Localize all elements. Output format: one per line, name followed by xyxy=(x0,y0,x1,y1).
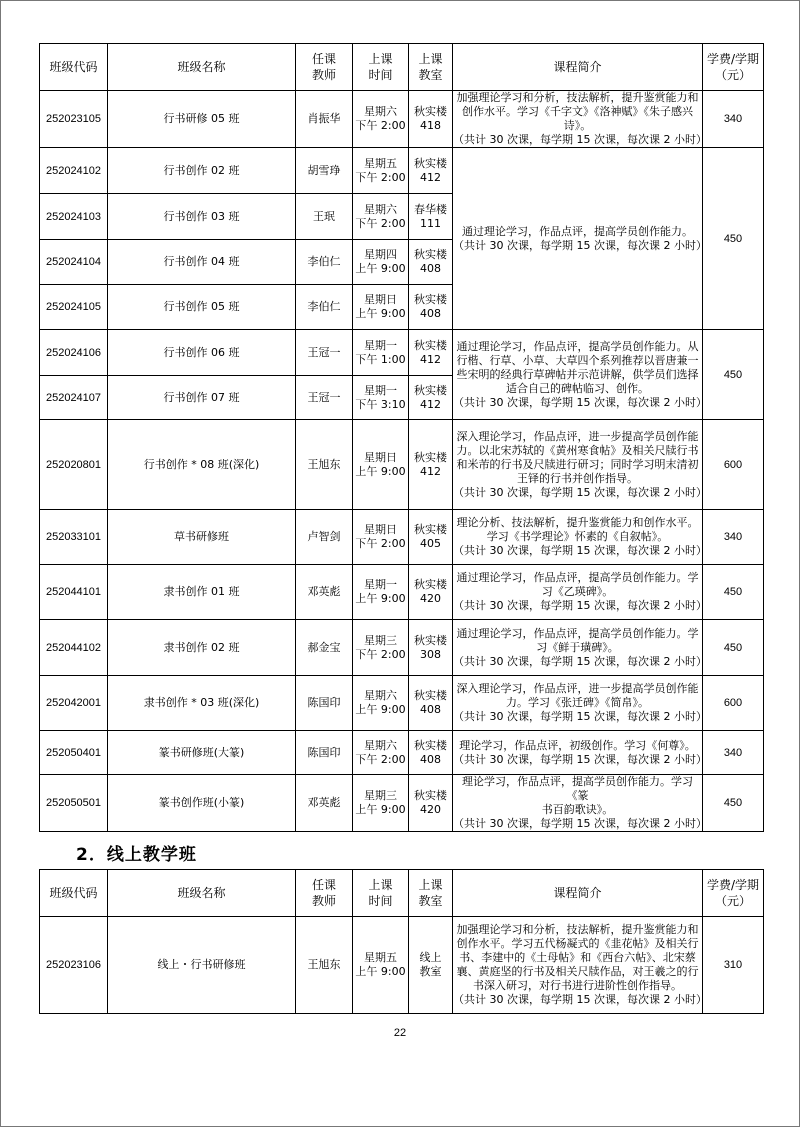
time-cell xyxy=(353,620,409,676)
text-line: 408 xyxy=(420,307,441,320)
table-row xyxy=(40,731,764,775)
text-line: 秋实楼 xyxy=(414,633,447,647)
table-header-row xyxy=(40,44,764,91)
text-line: 星期六 xyxy=(364,105,397,118)
text-line: 适合自己的碑帖临习、创作。 xyxy=(506,381,649,395)
text-line: 星期日 xyxy=(364,523,397,536)
teacher-cell: 胡雪琤 xyxy=(296,148,353,194)
course-description-cell xyxy=(453,917,707,1014)
time-cell xyxy=(353,91,409,148)
course-description-cell xyxy=(453,565,707,620)
time-cell xyxy=(353,420,409,510)
table-row xyxy=(40,775,764,832)
table-row xyxy=(40,676,764,731)
text-line: 通过理论学习，作品点评，提高学员创作能力。 xyxy=(462,224,693,238)
fee-cell: 450 xyxy=(703,565,764,620)
text-line: 下午 2:00 xyxy=(355,119,406,132)
text-line: 线上 xyxy=(419,951,442,964)
room-cell xyxy=(409,240,453,285)
course-description-cell xyxy=(453,420,707,510)
room-cell xyxy=(409,676,453,731)
class-code-cell: 252024105 xyxy=(40,285,108,330)
text-line: 秋实楼 xyxy=(414,738,447,752)
class-name-cell: 行书研修 05 班 xyxy=(108,91,296,148)
text-line: 学习《书学理论》怀素的《自叙帖》。 xyxy=(486,530,669,543)
time-cell xyxy=(353,565,409,620)
teacher-cell: 王珉 xyxy=(296,194,353,240)
text-line: 412 xyxy=(420,352,441,366)
text-line: 星期六 xyxy=(364,202,397,216)
text-line: 行楷、行草、小草、大草四个系列推荐以晋唐兼一 xyxy=(456,353,699,367)
text-line: 上午 9:00 xyxy=(355,803,406,816)
teacher-cell: 王冠一 xyxy=(296,330,353,376)
fee-cell: 450 xyxy=(703,620,764,676)
teacher-cell: 陈国印 xyxy=(296,676,353,731)
room-cell xyxy=(409,775,453,832)
teacher-cell: 李伯仁 xyxy=(296,285,353,330)
page-number: 22 xyxy=(393,1027,407,1039)
text-line: 加强理论学习和分析，技法解析，提升鉴赏能力和 xyxy=(456,923,699,936)
header-teacher: 任课 教师 xyxy=(296,870,353,917)
text-line: （共计 30 次课，每学期 15 次课，每次课 2 小时） xyxy=(453,654,707,668)
text-line: （共计 30 次课，每学期 15 次课，每次课 2 小时） xyxy=(453,395,707,409)
class-name-cell: 隶书创作 * 03 班(深化) xyxy=(108,676,296,731)
text-line: 秋实楼 xyxy=(414,156,447,170)
text-line: 420 xyxy=(420,803,441,816)
header-desc: 课程简介 xyxy=(453,870,703,917)
class-name-cell: 行书创作 05 班 xyxy=(108,285,296,330)
text-line: 412 xyxy=(420,170,441,184)
text-line: 创作水平。学习《千字文》《洛神赋》《朱子感兴诗》。 xyxy=(462,105,693,132)
text-line: 上午 9:00 xyxy=(355,592,406,605)
teacher-cell: 王旭东 xyxy=(296,420,353,510)
text-line: 星期六 xyxy=(364,738,397,752)
header-time: 上课 时间 xyxy=(353,44,409,91)
fee-cell: 340 xyxy=(703,510,764,565)
time-cell xyxy=(353,148,409,194)
text-line: 通过理论学习，作品点评，提高学员创作能力。从 xyxy=(456,339,699,353)
text-line: 408 xyxy=(420,703,441,716)
room-cell xyxy=(409,420,453,510)
table-row xyxy=(40,510,764,565)
text-line: 412 xyxy=(420,464,441,478)
teacher-cell: 王旭东 xyxy=(296,917,353,1014)
text-line: 秋实楼 xyxy=(414,450,447,464)
time-cell xyxy=(353,285,409,330)
fee-cell: 450 xyxy=(703,775,764,832)
course-description-cell xyxy=(453,676,707,731)
header-room: 上课 教室 xyxy=(409,870,453,917)
teacher-cell: 郝金宝 xyxy=(296,620,353,676)
class-code-cell: 252024104 xyxy=(40,240,108,285)
text-line: 412 xyxy=(420,397,441,411)
online-course-table xyxy=(39,869,764,1014)
header-time: 上课 时间 xyxy=(353,870,409,917)
text-line: （共计 30 次课，每学期 15 次课，每次课 2 小时） xyxy=(453,133,707,146)
text-line: 星期日 xyxy=(364,450,397,464)
class-code-cell: 252024102 xyxy=(40,148,108,194)
fee-cell: 310 xyxy=(703,917,764,1014)
course-description-cell xyxy=(453,91,707,148)
room-cell xyxy=(409,148,453,194)
course-description-cell xyxy=(453,731,707,775)
class-code-cell: 252050501 xyxy=(40,775,108,832)
class-name-cell: 隶书创作 02 班 xyxy=(108,620,296,676)
text-line: 星期一 xyxy=(364,383,397,397)
text-line: （共计 30 次课，每学期 15 次课，每次课 2 小时） xyxy=(453,544,707,557)
text-line: 下午 3:10 xyxy=(355,397,406,411)
course-description-cell xyxy=(453,148,707,330)
class-code-cell: 252023106 xyxy=(40,917,108,1014)
course-description-cell xyxy=(453,775,707,832)
header-code: 班级代码 xyxy=(40,870,108,917)
class-code-cell: 252042001 xyxy=(40,676,108,731)
class-name-cell: 隶书创作 01 班 xyxy=(108,565,296,620)
text-line: （共计 30 次课，每学期 15 次课，每次课 2 小时） xyxy=(453,238,707,252)
text-line: 深入理论学习，作品点评，进一步提高学员创作能 xyxy=(456,429,699,443)
room-cell xyxy=(409,620,453,676)
room-cell xyxy=(409,91,453,148)
time-cell xyxy=(353,330,409,376)
fee-cell: 600 xyxy=(703,420,764,510)
fee-cell: 450 xyxy=(703,330,764,420)
text-line: 408 xyxy=(420,752,441,766)
text-line: 理论分析、技法解析，提升鉴赏能力和创作水平。 xyxy=(456,516,699,529)
fee-cell: 340 xyxy=(703,731,764,775)
class-name-cell: 行书创作 * 08 班(深化) xyxy=(108,420,296,510)
teacher-cell: 卢智剑 xyxy=(296,510,353,565)
text-line: 308 xyxy=(420,647,441,661)
text-line: （共计 30 次课，每学期 15 次课，每次课 2 小时） xyxy=(453,485,707,499)
text-line: 下午 2:00 xyxy=(355,752,406,766)
table-row xyxy=(40,330,764,376)
text-line: 下午 2:00 xyxy=(355,537,406,550)
class-name-cell: 行书创作 04 班 xyxy=(108,240,296,285)
text-line: 星期五 xyxy=(364,156,397,170)
class-code-cell: 252024107 xyxy=(40,376,108,420)
text-line: 上午 9:00 xyxy=(355,464,406,478)
text-line: 星期一 xyxy=(364,578,397,591)
text-line: 星期三 xyxy=(364,789,397,802)
section-title-online: 2．线上教学班 xyxy=(76,845,197,865)
class-name-cell: 草书研修班 xyxy=(108,510,296,565)
class-name-cell: 行书创作 07 班 xyxy=(108,376,296,420)
time-cell xyxy=(353,376,409,420)
table-row xyxy=(40,91,764,148)
class-code-cell: 252044101 xyxy=(40,565,108,620)
text-line: 秋实楼 xyxy=(414,523,447,536)
text-line: 上午 9:00 xyxy=(355,965,406,978)
class-name-cell: 行书创作 03 班 xyxy=(108,194,296,240)
text-line: 星期日 xyxy=(364,293,397,306)
header-code: 班级代码 xyxy=(40,44,108,91)
room-cell xyxy=(409,330,453,376)
text-line: 王铎的行书并创作指导。 xyxy=(517,471,638,485)
time-cell xyxy=(353,775,409,832)
text-line: （共计 30 次课，每学期 15 次课，每次课 2 小时） xyxy=(453,599,707,612)
table-row xyxy=(40,917,764,1014)
time-cell xyxy=(353,240,409,285)
text-line: 下午 1:00 xyxy=(355,352,406,366)
text-line: 秋实楼 xyxy=(414,293,447,306)
text-line: （共计 30 次课，每学期 15 次课，每次课 2 小时） xyxy=(453,817,707,830)
class-name-cell: 行书创作 02 班 xyxy=(108,148,296,194)
class-code-cell: 252024103 xyxy=(40,194,108,240)
text-line: （共计 30 次课，每学期 15 次课，每次课 2 小时） xyxy=(453,710,707,723)
class-code-cell: 252023105 xyxy=(40,91,108,148)
text-line: 秋实楼 xyxy=(414,105,447,118)
text-line: 上午 9:00 xyxy=(355,703,406,716)
header-teacher: 任课 教师 xyxy=(296,44,353,91)
header-name: 班级名称 xyxy=(108,870,296,917)
table-row xyxy=(40,620,764,676)
room-cell xyxy=(409,194,453,240)
text-line: 创作水平。学习五代杨凝式的《韭花帖》及相关行 xyxy=(456,937,699,950)
fee-cell: 600 xyxy=(703,676,764,731)
text-line: 星期五 xyxy=(364,951,397,964)
course-description-cell xyxy=(453,620,707,676)
class-name-cell: 篆书研修班(大篆) xyxy=(108,731,296,775)
text-line: 和米芾的行书及尺牍进行研习；同时学习明末清初 xyxy=(456,457,699,471)
teacher-cell: 邓英彪 xyxy=(296,775,353,832)
time-cell xyxy=(353,194,409,240)
class-name-cell: 篆书创作班(小篆) xyxy=(108,775,296,832)
text-line: 星期三 xyxy=(364,633,397,647)
text-line: 下午 2:00 xyxy=(355,216,406,230)
text-line: 力。以北宋苏轼的《黄州寒食帖》及相关尺牍行书 xyxy=(456,443,699,457)
time-cell xyxy=(353,676,409,731)
text-line: 春华楼 xyxy=(414,202,447,216)
text-line: 星期六 xyxy=(364,689,397,702)
text-line: 通过理论学习，作品点评，提高学员创作能力。学 xyxy=(456,626,699,640)
time-cell xyxy=(353,510,409,565)
text-line: 111 xyxy=(420,216,441,230)
header-fee: 学费/学期 （元） xyxy=(703,44,764,91)
room-cell xyxy=(409,731,453,775)
header-room: 上课 教室 xyxy=(409,44,453,91)
course-description-cell xyxy=(453,330,707,420)
header-desc: 课程简介 xyxy=(453,44,703,91)
text-line: 秋实楼 xyxy=(414,789,447,802)
teacher-cell: 李伯仁 xyxy=(296,240,353,285)
class-name-cell: 线上・行书研修班 xyxy=(108,917,296,1014)
fee-cell: 450 xyxy=(703,148,764,330)
class-code-cell: 252050401 xyxy=(40,731,108,775)
text-line: 上午 9:00 xyxy=(355,262,406,275)
text-line: 秋实楼 xyxy=(414,578,447,591)
text-line: 408 xyxy=(420,262,441,275)
class-code-cell: 252024106 xyxy=(40,330,108,376)
text-line: 420 xyxy=(420,592,441,605)
text-line: 秋实楼 xyxy=(414,248,447,261)
class-code-cell: 252044102 xyxy=(40,620,108,676)
room-cell xyxy=(409,285,453,330)
class-code-cell: 252033101 xyxy=(40,510,108,565)
header-fee: 学费/学期 （元） xyxy=(703,870,764,917)
text-line: 通过理论学习，作品点评，提高学员创作能力。学 xyxy=(456,571,699,584)
offline-course-table xyxy=(39,43,764,832)
table-header-row xyxy=(40,870,764,917)
text-line: 下午 2:00 xyxy=(355,647,406,661)
teacher-cell: 王冠一 xyxy=(296,376,353,420)
class-code-cell: 252020801 xyxy=(40,420,108,510)
text-line: 秋实楼 xyxy=(414,383,447,397)
table-row xyxy=(40,565,764,620)
room-cell xyxy=(409,565,453,620)
room-cell xyxy=(409,510,453,565)
text-line: 力。学习《张迁碑》《简帛》。 xyxy=(506,696,649,709)
class-name-cell: 行书创作 06 班 xyxy=(108,330,296,376)
course-description-cell xyxy=(453,510,707,565)
text-line: （共计 30 次课，每学期 15 次课，每次课 2 小时） xyxy=(453,993,707,1006)
teacher-cell: 陈国印 xyxy=(296,731,353,775)
text-line: 习《乙瑛碑》。 xyxy=(541,585,614,598)
text-line: 秋实楼 xyxy=(414,689,447,702)
text-line: 深入理论学习，作品点评，进一步提高学员创作能 xyxy=(456,682,699,695)
text-line: 理论学习，作品点评，提高学员创作能力。学习《篆 xyxy=(462,775,693,802)
text-line: 星期一 xyxy=(364,338,397,352)
text-line: 书、李建中的《土母帖》和《西台六帖》、北宋蔡 xyxy=(459,951,696,964)
room-cell xyxy=(409,376,453,420)
text-line: 些宋明的经典行草碑帖并示范讲解，供学员们选择 xyxy=(456,367,699,381)
text-line: 418 xyxy=(420,119,441,132)
text-line: （共计 30 次课，每学期 15 次课，每次课 2 小时） xyxy=(453,752,707,766)
table-row xyxy=(40,420,764,510)
text-line: 上午 9:00 xyxy=(355,307,406,320)
text-line: 秋实楼 xyxy=(414,338,447,352)
fee-cell: 340 xyxy=(703,91,764,148)
text-line: 星期四 xyxy=(364,248,397,261)
text-line: 下午 2:00 xyxy=(355,170,406,184)
teacher-cell: 肖振华 xyxy=(296,91,353,148)
text-line: 习《鲜于璜碑》。 xyxy=(536,640,619,654)
teacher-cell: 邓英彪 xyxy=(296,565,353,620)
text-line: 襄、黄庭坚的行书及相关尺牍作品，对王羲之的行 xyxy=(456,965,699,978)
time-cell xyxy=(353,731,409,775)
text-line: 405 xyxy=(420,537,441,550)
text-line: 教室 xyxy=(419,965,442,978)
time-cell xyxy=(353,917,409,1014)
text-line: 书深入研习，对行书进行进阶性创作指导。 xyxy=(473,979,682,992)
text-line: 加强理论学习和分析，技法解析，提升鉴赏能力和 xyxy=(456,91,699,104)
header-name: 班级名称 xyxy=(108,44,296,91)
text-line: 理论学习，作品点评，初级创作。学习《何尊》。 xyxy=(459,738,696,752)
room-cell xyxy=(409,917,453,1014)
text-line: 书百韵歌诀》。 xyxy=(541,803,614,816)
table-row xyxy=(40,148,764,194)
